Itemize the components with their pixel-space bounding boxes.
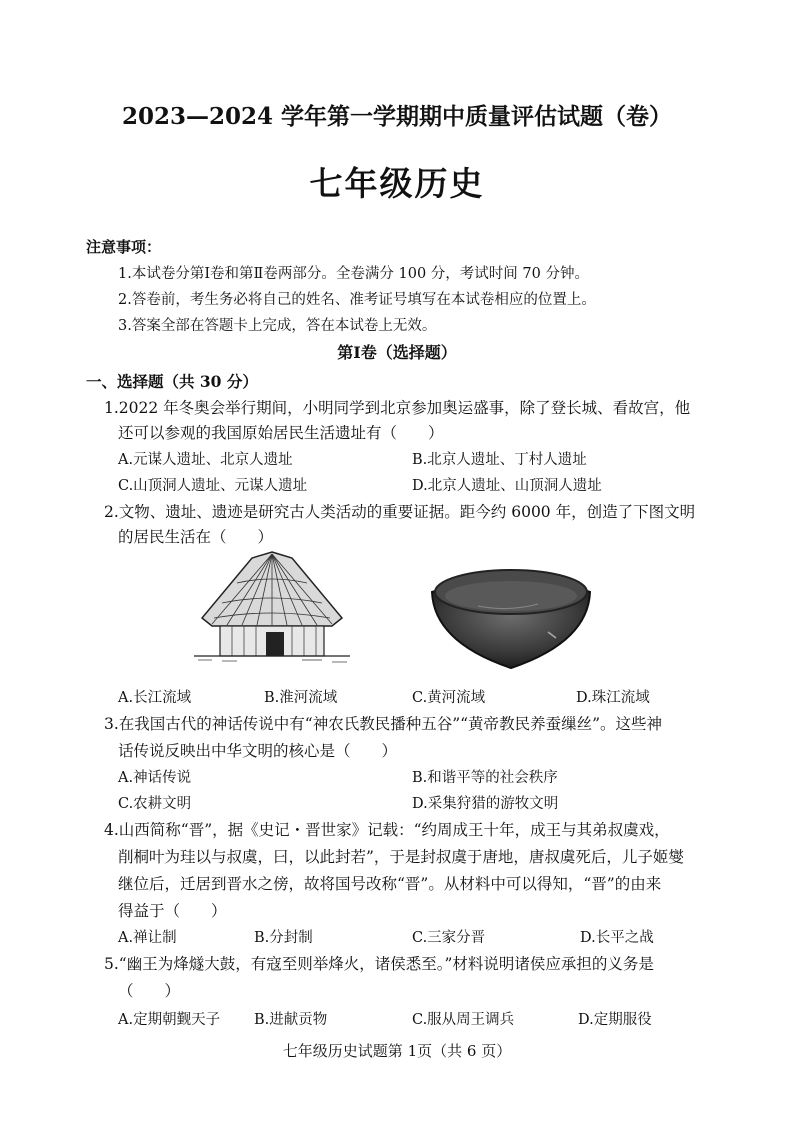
notice-item-1: 1.本试卷分第Ⅰ卷和第Ⅱ卷两部分。全卷满分 100 分，考试时间 70 分钟。	[118, 266, 589, 282]
q2-option-a: A.长江流域	[118, 690, 192, 706]
q4-line-2: 削桐叶为珪以与叔虞，曰，以此封若”，于是封叔虞于唐地，唐叔虞死后，儿子姬燮	[118, 848, 684, 866]
bowl-photo	[428, 562, 594, 672]
q5-option-a: A.定期朝觐天子	[118, 1012, 221, 1028]
q1-option-c: C.山顶洞人遗址、元谋人遗址	[118, 478, 308, 494]
page-footer: 七年级历史试题第 1页（共 6 页）	[282, 1042, 512, 1060]
q3-option-c: C.农耕文明	[118, 796, 192, 812]
exam-title: 2023—2024 学年第一学期期中质量评估试题（卷）	[121, 103, 673, 130]
q2-option-d: D.珠江流域	[576, 690, 650, 706]
q1-option-d: D.北京人遗址、山顶洞人遗址	[412, 478, 602, 494]
q1-line-2: 还可以参观的我国原始居民生活遗址有（ ）	[118, 424, 444, 442]
q5-line-1: 5.“幽王为烽燧大鼓，有寇至则举烽火，诸侯悉至。”材料说明诸侯应承担的义务是	[104, 955, 654, 973]
q1-option-b: B.北京人遗址、丁村人遗址	[412, 452, 587, 468]
q4-option-b: B.分封制	[254, 930, 313, 946]
notice-heading: 注意事项：	[86, 238, 162, 256]
q4-option-d: D.长平之战	[580, 930, 654, 946]
notice-item-2: 2.答卷前，考生务必将自己的姓名、准考证号填写在本试卷相应的位置上。	[118, 292, 596, 308]
q2-line-2: 的居民生活在（ ）	[118, 528, 274, 546]
q4-line-3: 继位后，迁居到晋水之傍，故将国号改称“晋”。从材料中可以得知，“晋”的由来	[118, 875, 662, 893]
q3-line-1: 3.在我国古代的神话传说中有“神农氏教民播种五谷”“黄帝教民养蚕缫丝”。这些神	[104, 715, 662, 733]
q3-option-d: D.采集狩猎的游牧文明	[412, 796, 559, 812]
q3-line-2: 话传说反映出中华文明的核心是（ ）	[118, 742, 398, 760]
q3-option-b: B.和谐平等的社会秩序	[412, 770, 558, 786]
notice-item-3: 3.答案全部在答题卡上完成，答在本试卷上无效。	[118, 318, 437, 334]
q1-option-a: A.元谋人遗址、北京人遗址	[118, 452, 293, 468]
q2-option-c: C.黄河流域	[412, 690, 486, 706]
q5-line-2: （ ）	[118, 982, 181, 1000]
q2-line-1: 2.文物、遗址、遗迹是研究古人类活动的重要证据。距今约 6000 年，创造了下图文明	[104, 503, 696, 521]
q5-option-c: C.服从周王调兵	[412, 1012, 515, 1028]
hut-illustration	[192, 548, 352, 666]
q3-option-a: A.神话传说	[118, 770, 192, 786]
q2-option-b: B.淮河流域	[264, 690, 338, 706]
q5-option-b: B.进献贡物	[254, 1012, 328, 1028]
q1-line-1: 1.2022 年冬奥会举行期间，小明同学到北京参加奥运盛事，除了登长城、看故宫，他	[104, 399, 691, 417]
part-title: 一、选择题（共 30 分）	[86, 372, 258, 391]
q4-line-1: 4.山西简称“晋”，据《史记・晋世家》记载：“约周成王十年，成王与其弟叔虞戏，	[104, 821, 670, 839]
q4-line-4: 得益于（ ）	[118, 902, 227, 920]
q4-option-a: A.禅让制	[118, 930, 177, 946]
section-title: 第Ⅰ卷（选择题）	[337, 343, 457, 362]
q4-option-c: C.三家分晋	[412, 930, 486, 946]
subject-title: 七年级历史	[309, 164, 485, 203]
q5-option-d: D.定期服役	[578, 1012, 652, 1028]
